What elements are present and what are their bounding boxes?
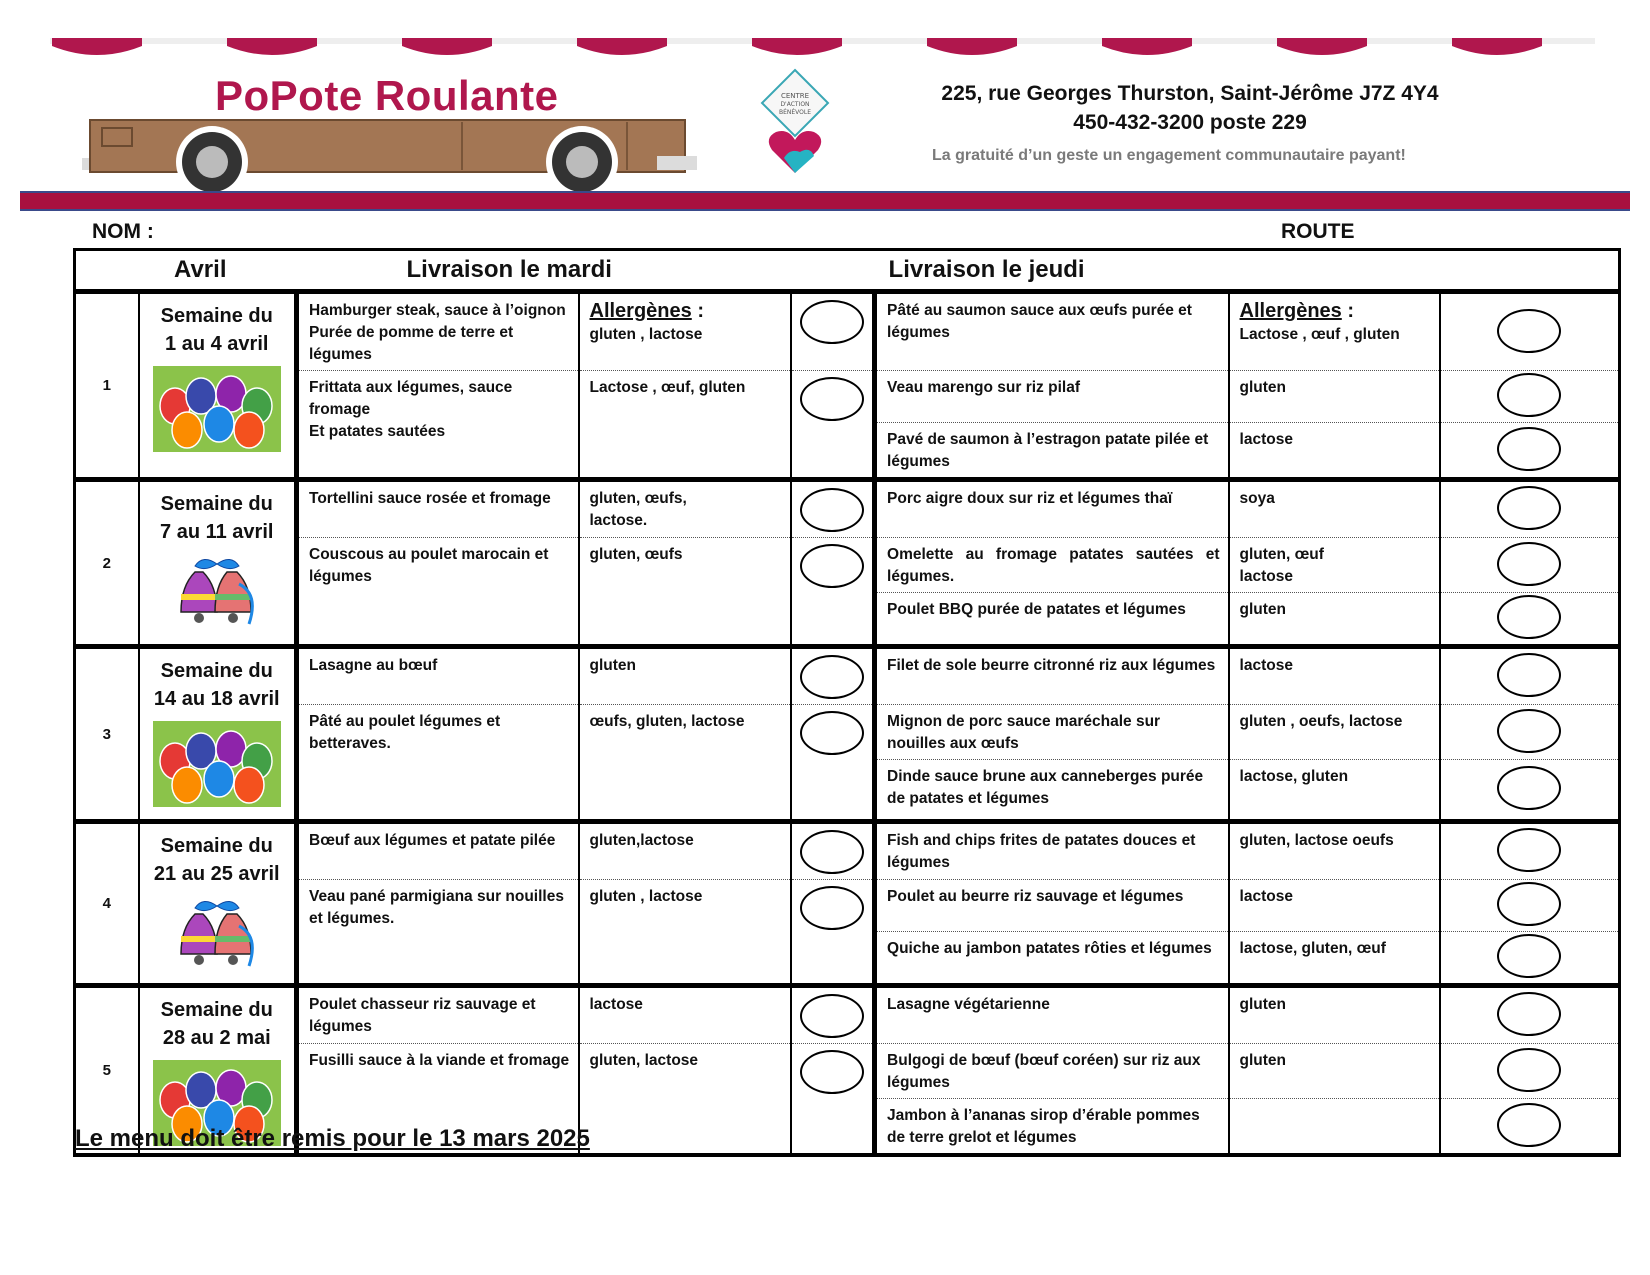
tuesday-checkbox[interactable]: [791, 705, 875, 822]
thursday-dish: Pâté au saumon sauce aux œufs purée et légumes: [875, 292, 1229, 371]
thursday-dish: Filet de sole beurre citronné riz aux légumes: [875, 647, 1229, 705]
month-header: Avril: [75, 250, 297, 292]
allergen-list: gluten,lactose: [589, 832, 694, 849]
tuesday-checkbox[interactable]: [791, 986, 875, 1044]
selection-oval[interactable]: [1497, 992, 1561, 1036]
week-dates: 28 au 2 mai: [162, 1027, 271, 1049]
allergen-list: lactose: [589, 996, 643, 1013]
selection-oval[interactable]: [1497, 766, 1561, 810]
tuesday-checkbox[interactable]: [791, 880, 875, 986]
thursday-checkbox[interactable]: [1440, 538, 1620, 593]
selection-oval[interactable]: [800, 488, 864, 532]
allergen-list: lactose: [1239, 431, 1293, 448]
week-number: 1: [75, 292, 139, 480]
thursday-dish: Poulet BBQ purée de patates et légumes: [875, 593, 1229, 647]
thursday-allergens: [1229, 1044, 1440, 1099]
tuesday-dish: Tortellini sauce rosée et fromage: [297, 480, 579, 538]
allergen-list: gluten , oeufs, lactose: [1239, 713, 1403, 730]
table-row: [75, 480, 1620, 538]
thursday-dish: Bulgogi de bœuf (bœuf coréen) sur riz aux légumes: [875, 1044, 1229, 1099]
thursday-checkbox[interactable]: [1440, 423, 1620, 480]
table-row: [75, 1044, 1620, 1099]
truck-icon: [82, 118, 697, 196]
selection-oval[interactable]: [800, 655, 864, 699]
thursday-allergens: [1229, 480, 1440, 538]
thursday-allergens: [1229, 371, 1440, 423]
tuesday-dish: Bœuf aux légumes et patate pilée: [297, 822, 579, 880]
header-divider-bar: [20, 191, 1630, 211]
tuesday-allergens: [579, 705, 791, 822]
allergen-list: gluten: [1239, 601, 1287, 618]
tuesday-header: Livraison le mardi: [297, 250, 875, 292]
allergen-list: gluten, lactose: [589, 1052, 699, 1069]
week-range-cell: [139, 647, 297, 822]
thursday-dish: Lasagne végétarienne: [875, 986, 1229, 1044]
selection-oval[interactable]: [1497, 309, 1561, 353]
week-number: 5: [75, 986, 139, 1156]
table-row: [75, 371, 1620, 423]
table-row: [75, 880, 1620, 932]
svg-text:D'ACTION: D'ACTION: [780, 101, 810, 108]
thursday-allergens: [1229, 1099, 1440, 1156]
tuesday-allergens: [579, 647, 791, 705]
selection-oval[interactable]: [1497, 653, 1561, 697]
week-dates: 7 au 11 avril: [160, 521, 274, 543]
thursday-checkbox[interactable]: [1440, 705, 1620, 760]
tuesday-dish: Pâté au poulet légumes et betteraves.: [297, 705, 579, 822]
thursday-allergens: [1229, 705, 1440, 760]
table-row: [75, 705, 1620, 760]
week-number: 3: [75, 647, 139, 822]
thursday-dish: Mignon de porc sauce maréchale sur nouilles aux œufs: [875, 705, 1229, 760]
tuesday-dish: Frittata aux légumes, sauce fromage Et patates sautées: [297, 371, 579, 480]
thursday-checkbox[interactable]: [1440, 371, 1620, 423]
address: 225, rue Georges Thurston, Saint-Jérôme J7Z 4Y4: [941, 82, 1439, 105]
allergen-list: gluten: [1239, 379, 1287, 396]
selection-oval[interactable]: [800, 377, 864, 421]
selection-oval[interactable]: [1497, 595, 1561, 639]
thursday-checkbox[interactable]: [1440, 932, 1620, 986]
selection-oval[interactable]: [800, 711, 864, 755]
thursday-allergens: [1229, 880, 1440, 932]
thursday-allergens: [1229, 423, 1440, 480]
thursday-dish: Dinde sauce brune aux canneberges purée de patates et légumes: [875, 760, 1229, 822]
selection-oval[interactable]: [1497, 828, 1561, 872]
thursday-checkbox[interactable]: [1440, 880, 1620, 932]
thursday-allergens: [1229, 932, 1440, 986]
allergen-list: gluten: [589, 657, 636, 674]
allergen-label: [590, 300, 782, 324]
tuesday-allergens: [579, 538, 791, 647]
allergen-list: gluten , lactose: [589, 326, 703, 343]
tuesday-checkbox[interactable]: [791, 480, 875, 538]
tuesday-allergens: [579, 822, 791, 880]
tuesday-allergens: [579, 986, 791, 1044]
allergen-list: gluten, lactose oeufs: [1239, 832, 1394, 849]
phone-number: 450-432-3200 poste 229: [1073, 111, 1307, 134]
selection-oval[interactable]: [800, 886, 864, 930]
tuesday-checkbox[interactable]: [791, 538, 875, 647]
week-title: Semaine du: [160, 305, 273, 327]
thursday-allergens: [1229, 538, 1440, 593]
week-title: Semaine du: [160, 835, 273, 857]
menu-table: [73, 248, 1621, 1157]
table-row: [75, 647, 1620, 705]
easter-bells-icon: [169, 896, 265, 976]
thursday-dish: Veau marengo sur riz pilaf: [875, 371, 1229, 423]
allergen-list: œufs, gluten, lactose: [589, 713, 745, 730]
week-title: Semaine du: [160, 999, 273, 1021]
allergen-list: Lactose , œuf, gluten: [589, 379, 746, 396]
thursday-allergens: [1229, 593, 1440, 647]
thursday-allergens: [1229, 986, 1440, 1044]
week-dates: 21 au 25 avril: [153, 863, 280, 885]
tuesday-allergens: [579, 1044, 791, 1156]
selection-oval[interactable]: [1497, 1048, 1561, 1092]
allergen-label-text: Allergènes: [589, 300, 692, 322]
tuesday-dish: Lasagne au bœuf: [297, 647, 579, 705]
tuesday-dish: Poulet chasseur riz sauvage et légumes: [297, 986, 579, 1044]
tuesday-dish: Couscous au poulet marocain et légumes: [297, 538, 579, 647]
week-range-cell: [139, 822, 297, 986]
week-dates: 1 au 4 avril: [165, 333, 269, 355]
thursday-dish: Quiche au jambon patates rôties et légumes: [875, 932, 1229, 986]
selection-oval[interactable]: [1497, 542, 1561, 586]
week-range-cell: [139, 292, 297, 480]
tuesday-allergens: [579, 880, 791, 986]
tuesday-checkbox[interactable]: [791, 292, 875, 371]
thursday-dish: Omelette au fromage patates sautées et légumes.: [875, 538, 1229, 593]
selection-oval[interactable]: [1497, 882, 1561, 926]
thursday-checkbox[interactable]: [1440, 1099, 1620, 1156]
allergen-list: gluten , lactose: [589, 888, 703, 905]
week-dates: 14 au 18 avril: [153, 688, 280, 710]
slogan: La gratuité d’un geste un engagement communautaire payant!: [932, 147, 1406, 164]
tuesday-checkbox[interactable]: [791, 822, 875, 880]
tuesday-dish: Hamburger steak, sauce à l’oignon Purée de pomme de terre et légumes: [297, 292, 579, 371]
selection-oval[interactable]: [800, 994, 864, 1038]
week-title: Semaine du: [160, 493, 273, 515]
selection-oval[interactable]: [800, 1050, 864, 1094]
allergen-label-text: Allergènes: [1239, 300, 1342, 322]
week-title: Semaine du: [160, 660, 273, 682]
tuesday-checkbox[interactable]: [791, 371, 875, 480]
tuesday-dish: Veau pané parmigiana sur nouilles et légumes.: [297, 880, 579, 986]
thursday-allergens: [1229, 760, 1440, 822]
allergen-list: gluten: [1239, 996, 1287, 1013]
tuesday-allergens: [579, 371, 791, 480]
easter-eggs-icon: [153, 721, 281, 807]
thursday-dish: Pavé de saumon à l’estragon patate pilée et légumes: [875, 423, 1229, 480]
thursday-checkbox[interactable]: [1440, 480, 1620, 538]
table-row: [75, 538, 1620, 593]
deadline-notice: Le menu doit être remis pour le 13 mars 2025: [75, 1125, 590, 1152]
thursday-checkbox[interactable]: [1440, 292, 1620, 371]
allergen-list: lactose: [1239, 657, 1293, 674]
thursday-checkbox[interactable]: [1440, 822, 1620, 880]
easter-bells-icon: [169, 554, 265, 634]
thursday-dish: Poulet au beurre riz sauvage et légumes: [875, 880, 1229, 932]
allergen-list: gluten, œuf lactose: [1239, 546, 1324, 585]
thursday-dish: Jambon à l’ananas sirop d’érable pommes de terre grelot et légumes: [875, 1099, 1229, 1156]
thursday-checkbox[interactable]: [1440, 760, 1620, 822]
thursday-checkbox[interactable]: [1440, 647, 1620, 705]
tuesday-allergens: [579, 480, 791, 538]
week-range-cell: [139, 480, 297, 647]
thursday-dish: Fish and chips frites de patates douces et légumes: [875, 822, 1229, 880]
selection-oval[interactable]: [1497, 486, 1561, 530]
tuesday-allergens: [579, 292, 791, 371]
thursday-allergens: [1229, 292, 1440, 371]
selection-oval[interactable]: [800, 544, 864, 588]
table-header-row: [75, 250, 1620, 292]
allergen-label: [1240, 300, 1431, 324]
allergen-label-colon: :: [1341, 300, 1355, 322]
allergen-list: gluten, œufs: [589, 546, 683, 563]
selection-oval[interactable]: [800, 300, 864, 344]
cab-heart-logo: [760, 68, 830, 180]
thursday-dish: Porc aigre doux sur riz et légumes thaï: [875, 480, 1229, 538]
thursday-header: Livraison le jeudi: [875, 250, 1620, 292]
selection-oval[interactable]: [1497, 373, 1561, 417]
easter-eggs-icon: [153, 366, 281, 452]
thursday-checkbox[interactable]: [1440, 1044, 1620, 1099]
selection-oval[interactable]: [800, 830, 864, 874]
allergen-list: Lactose , œuf , gluten: [1239, 326, 1400, 343]
table-row: [75, 986, 1620, 1044]
allergen-label-colon: :: [691, 300, 704, 322]
svg-text:BÉNÉVOLE: BÉNÉVOLE: [778, 109, 812, 116]
week-number: 2: [75, 480, 139, 647]
thursday-allergens: [1229, 647, 1440, 705]
table-row: [75, 822, 1620, 880]
allergen-list: lactose, gluten: [1239, 768, 1349, 785]
route-label: ROUTE: [1281, 220, 1355, 243]
thursday-allergens: [1229, 822, 1440, 880]
thursday-checkbox[interactable]: [1440, 593, 1620, 647]
allergen-list: gluten, œufs, lactose.: [589, 490, 687, 529]
tuesday-checkbox[interactable]: [791, 1044, 875, 1156]
nom-label: NOM :: [92, 220, 154, 243]
allergen-list: lactose, gluten, œuf: [1239, 940, 1386, 957]
allergen-list: soya: [1239, 490, 1275, 507]
allergen-list: gluten: [1239, 1052, 1287, 1069]
selection-oval[interactable]: [1497, 934, 1561, 978]
allergen-list: lactose: [1239, 888, 1293, 905]
table-row: [75, 292, 1620, 371]
selection-oval[interactable]: [1497, 427, 1561, 471]
week-number: 4: [75, 822, 139, 986]
thursday-checkbox[interactable]: [1440, 986, 1620, 1044]
popote-roulante-logo: PoPote Roulante: [215, 72, 559, 119]
tuesday-checkbox[interactable]: [791, 647, 875, 705]
selection-oval[interactable]: [1497, 1103, 1561, 1147]
tuesday-dish: Fusilli sauce à la viande et fromage: [297, 1044, 579, 1156]
awning-decoration: [50, 38, 1595, 60]
svg-text:CENTRE: CENTRE: [780, 92, 810, 100]
selection-oval[interactable]: [1497, 709, 1561, 753]
